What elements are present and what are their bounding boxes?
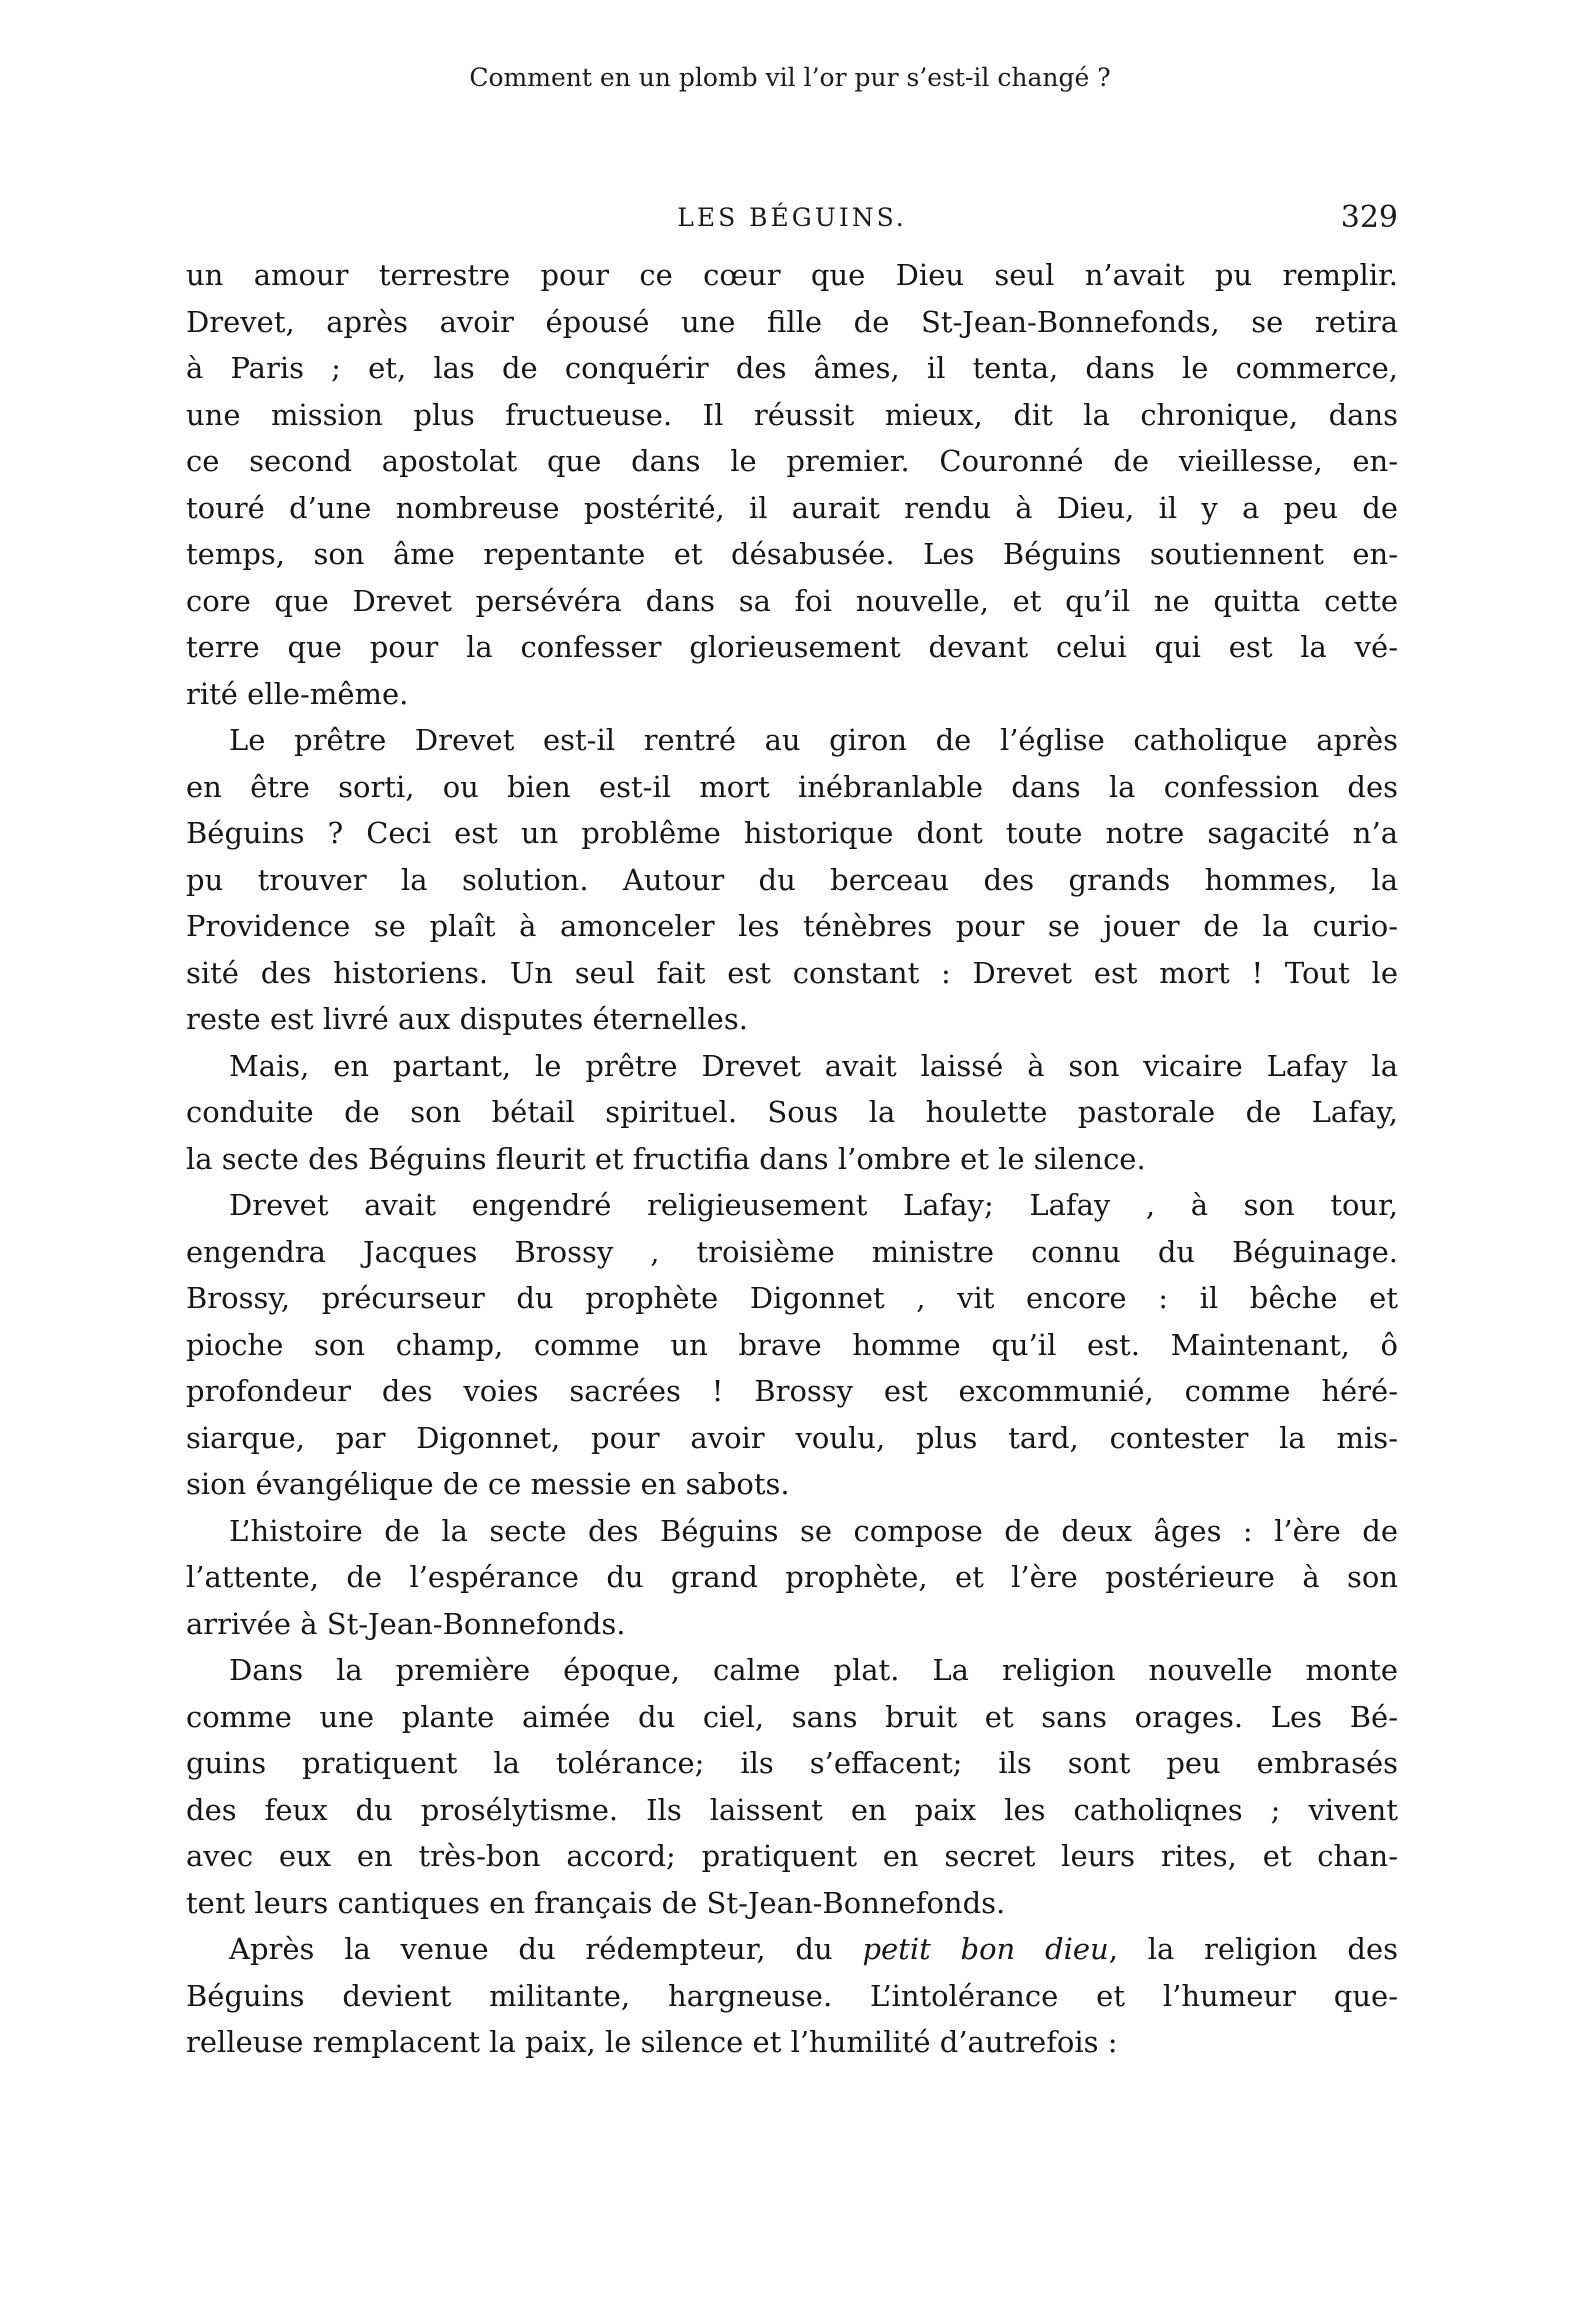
text-line: temps, son âme repentante et désabusée. Les Béguins soutiennent en-	[186, 537, 1398, 571]
text-line: Béguins ? Ceci est un problême historique dont toute notre sagacité n’a	[186, 816, 1398, 850]
text-line: Drevet, après avoir épousé une fille de St-Jean-Bonnefonds, se retira	[186, 304, 1398, 339]
text-line: sion évangélique de ce messie en sabots.	[186, 1467, 790, 1501]
text-line: core que Drevet persévéra dans sa foi nouvelle, et qu’il ne quitta cette	[186, 583, 1398, 618]
text-segment: , la religion des	[1108, 1932, 1398, 1966]
text-line: tent leurs cantiques en français de St-Jean-Bonnefonds.	[186, 1885, 1006, 1920]
text-line: Mais, en partant, le prêtre Drevet avait laissé à son vicaire Lafay la	[229, 1048, 1398, 1083]
text-line: arrivée à St-Jean-Bonnefonds.	[186, 1606, 626, 1641]
text-line: rité elle-même.	[186, 676, 409, 711]
text-line: des feux du prosélytisme. Ils laissent en paix les catholiqnes ; vivent	[186, 1792, 1398, 1827]
text-line: comme une plante aimée du ciel, sans bruit et sans orages. Les Bé-	[186, 1699, 1398, 1734]
paragraph	[186, 1508, 1398, 1648]
text-line: l’attente, de l’espérance du grand prophète, et l’ère postérieure à son	[186, 1560, 1398, 1594]
text-line: guins pratiquent la tolérance; ils s’effacent; ils sont peu embrasés	[186, 1746, 1398, 1780]
page-header	[186, 200, 1398, 236]
page-number: 329	[1340, 200, 1398, 235]
text-line: terre que pour la confesser glorieusement devant celui qui est la vé-	[186, 630, 1398, 664]
paragraph	[186, 1926, 1398, 2066]
text-line: en être sorti, ou bien est-il mort inébranlable dans la confession des	[186, 769, 1398, 804]
text-line: Drevet avait engendré religieusement Lafay; Lafay , à son tour,	[229, 1188, 1398, 1222]
text-line: Brossy, précurseur du prophète Digonnet , vit encore : il bêche et	[186, 1281, 1398, 1315]
text-line: sité des historiens. Un seul fait est constant : Drevet est mort ! Tout le	[186, 955, 1398, 990]
text-line: la secte des Béguins fleurit et fructifia dans l’ombre et le silence.	[186, 1141, 1146, 1176]
text-line: Providence se plaît à amonceler les ténèbres pour se jouer de la curio-	[186, 909, 1398, 943]
running-title: LES BÉGUINS.	[677, 203, 907, 232]
text-line: un amour terrestre pour ce cœur que Dieu seul n’avait pu remplir.	[186, 258, 1398, 292]
text-line: L’histoire de la secte des Béguins se compose de deux âges : l’ère de	[229, 1513, 1398, 1548]
text-line: avec eux en très-bon accord; pratiquent en secret leurs rites, et chan-	[186, 1839, 1398, 1873]
text-line: pioche son champ, comme un brave homme qu’il est. Maintenant, ô	[186, 1327, 1398, 1362]
paragraph	[186, 1182, 1398, 1508]
paragraph	[186, 1647, 1398, 1926]
text-line: relleuse remplacent la paix, le silence et l’humilité d’autrefois :	[186, 2025, 1118, 2059]
text-line: ce second apostolat que dans le premier. Couronné de vieillesse, en-	[186, 444, 1398, 478]
italic-phrase: petit bon dieu	[862, 1932, 1109, 1966]
text-segment: Après la venue du rédempteur, du	[229, 1932, 863, 1966]
text-line: Béguins devient militante, hargneuse. L’intolérance et l’humeur que-	[186, 1978, 1398, 2013]
text-line: une mission plus fructueuse. Il réussit mieux, dit la chronique, dans	[186, 397, 1398, 432]
paragraph	[186, 1043, 1398, 1183]
text-line: conduite de son bétail spirituel. Sous la houlette pastorale de Lafay,	[186, 1095, 1398, 1129]
text-line: Le prêtre Drevet est-il rentré au giron de l’église catholique après	[229, 723, 1398, 757]
text-line: touré d’une nombreuse postérité, il aurait rendu à Dieu, il y a peu de	[186, 490, 1398, 525]
text-line: profondeur des voies sacrées ! Brossy est excommunié, comme héré-	[186, 1374, 1398, 1408]
body-text	[186, 252, 1398, 2066]
text-line: siarque, par Digonnet, pour avoir voulu, plus tard, contester la mis-	[186, 1420, 1398, 1455]
text-line	[186, 1926, 1398, 1973]
text-line: à Paris ; et, las de conquérir des âmes, il tenta, dans le commerce,	[186, 351, 1398, 385]
paragraph	[186, 252, 1398, 717]
text-line: reste est livré aux disputes éternelles.	[186, 1002, 748, 1036]
text-line: Dans la première époque, calme plat. La religion nouvelle monte	[229, 1653, 1398, 1687]
text-line: pu trouver la solution. Autour du berceau des grands hommes, la	[186, 862, 1398, 897]
text-line: engendra Jacques Brossy , troisième ministre connu du Béguinage.	[186, 1234, 1398, 1269]
verse-line: Comment en un plomb vil l’or pur s’est-il changé ?	[469, 63, 1111, 92]
paragraph	[186, 717, 1398, 1043]
